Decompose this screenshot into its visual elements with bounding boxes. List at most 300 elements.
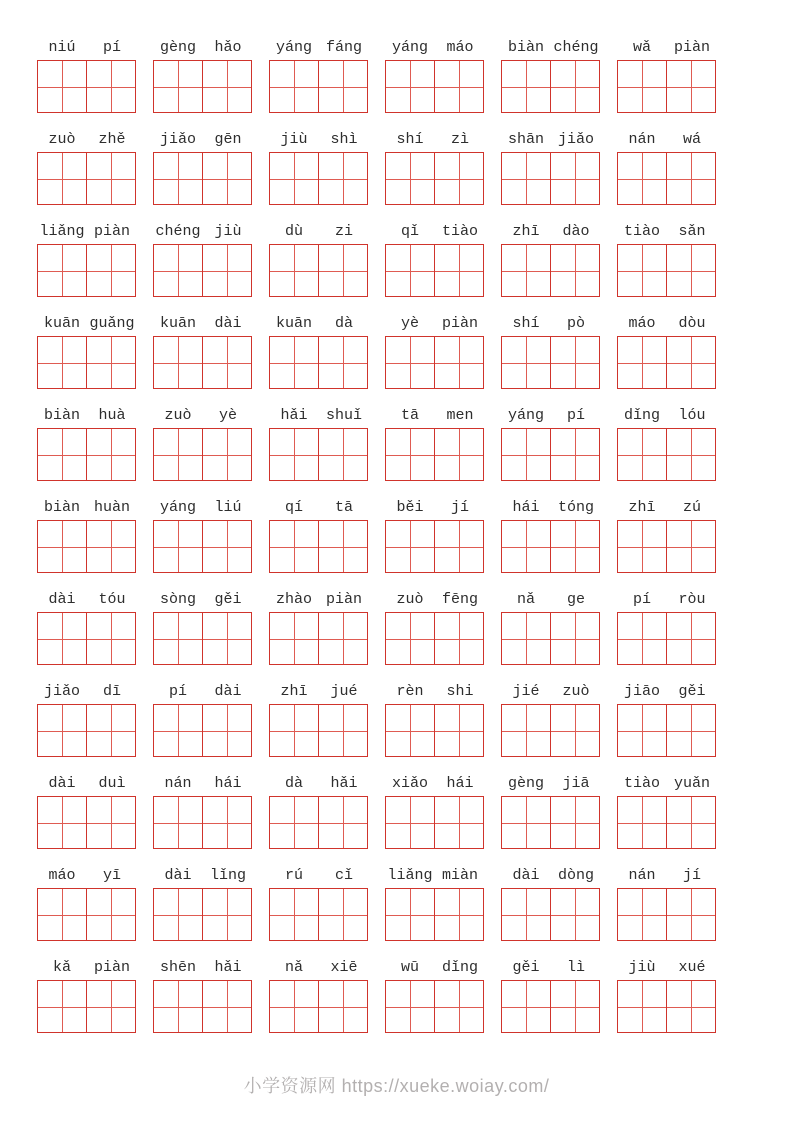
word-group [385, 680, 485, 757]
word-group [269, 36, 369, 113]
tianzige-cell [86, 704, 136, 757]
word-group [385, 496, 485, 573]
pinyin-syllable: dǐng [623, 407, 660, 424]
tianzige-cell [666, 888, 716, 941]
tianzige-cell [269, 980, 319, 1033]
pinyin-syllable: dù [284, 223, 303, 240]
pinyin-syllable: gèng [159, 39, 196, 56]
worksheet-row [37, 772, 793, 849]
pinyin-syllable: wá [682, 131, 701, 148]
word-group [153, 312, 253, 389]
pinyin-labels [269, 956, 369, 978]
pinyin-labels [385, 404, 485, 426]
tianzige-cell [434, 612, 484, 665]
tianzige-cell [86, 428, 136, 481]
word-group [153, 404, 253, 481]
pinyin-syllable: rú [284, 867, 303, 884]
tianzige-cell [666, 796, 716, 849]
word-group [617, 864, 717, 941]
tianzige-cell [666, 520, 716, 573]
word-group [385, 864, 485, 941]
pinyin-syllable: nǎ [516, 591, 535, 608]
writing-box [501, 612, 601, 665]
pinyin-syllable: dà [334, 315, 353, 332]
tianzige-cell [434, 336, 484, 389]
pinyin-labels [269, 588, 369, 610]
pinyin-syllable: shuǐ [325, 407, 362, 424]
tianzige-cell [385, 428, 435, 481]
word-group [269, 864, 369, 941]
pinyin-labels [501, 128, 601, 150]
writing-box [37, 336, 137, 389]
writing-box [153, 612, 253, 665]
tianzige-cell [550, 244, 600, 297]
word-group [269, 680, 369, 757]
pinyin-syllable: jiǎo [43, 683, 80, 700]
pinyin-syllable: pò [566, 315, 585, 332]
writing-box [153, 428, 253, 481]
pinyin-syllable: sòng [159, 591, 196, 608]
tianzige-cell [153, 704, 203, 757]
word-group [501, 36, 601, 113]
pinyin-syllable: gěi [512, 959, 540, 976]
pinyin-syllable: chéng [553, 39, 599, 56]
writing-box [501, 520, 601, 573]
word-group [269, 496, 369, 573]
word-group [385, 956, 485, 1033]
tianzige-cell [37, 980, 87, 1033]
tianzige-cell [385, 704, 435, 757]
writing-box [617, 244, 717, 297]
word-group [153, 220, 253, 297]
pinyin-labels [153, 496, 253, 518]
pinyin-labels [385, 680, 485, 702]
writing-box [153, 336, 253, 389]
tianzige-cell [666, 60, 716, 113]
word-group [153, 36, 253, 113]
pinyin-labels [269, 312, 369, 334]
writing-box [501, 336, 601, 389]
tianzige-cell [617, 980, 667, 1033]
pinyin-syllable: zhī [280, 683, 308, 700]
word-group [501, 680, 601, 757]
pinyin-syllable: cǐ [334, 867, 353, 884]
word-group [501, 404, 601, 481]
pinyin-syllable: qǐ [400, 223, 419, 240]
pinyin-labels [385, 864, 485, 886]
pinyin-syllable: gěi [678, 683, 706, 700]
writing-box [37, 428, 137, 481]
pinyin-syllable: huà [98, 407, 126, 424]
pinyin-syllable: biàn [507, 39, 544, 56]
word-group [501, 312, 601, 389]
pinyin-labels [153, 680, 253, 702]
pinyin-labels [269, 404, 369, 426]
word-group [269, 128, 369, 205]
pinyin-syllable: hǎi [330, 775, 358, 792]
pinyin-labels [501, 312, 601, 334]
word-group [153, 772, 253, 849]
pinyin-syllable: dài [48, 775, 76, 792]
pinyin-labels [617, 220, 717, 242]
tianzige-cell [666, 980, 716, 1033]
pinyin-syllable: tóu [98, 591, 126, 608]
tianzige-cell [434, 520, 484, 573]
tianzige-cell [37, 428, 87, 481]
word-group [37, 772, 137, 849]
pinyin-labels [501, 496, 601, 518]
tianzige-cell [550, 796, 600, 849]
pinyin-labels [617, 496, 717, 518]
pinyin-syllable: zì [450, 131, 469, 148]
pinyin-labels [385, 128, 485, 150]
tianzige-cell [617, 796, 667, 849]
tianzige-cell [617, 428, 667, 481]
pinyin-syllable: yáng [507, 407, 544, 424]
writing-box [153, 704, 253, 757]
word-group [617, 496, 717, 573]
word-group [153, 588, 253, 665]
writing-box [385, 244, 485, 297]
pinyin-syllable: kuān [275, 315, 312, 332]
pinyin-labels [153, 588, 253, 610]
word-group [153, 128, 253, 205]
pinyin-syllable: dào [562, 223, 590, 240]
pinyin-syllable: nán [628, 867, 656, 884]
tianzige-cell [666, 152, 716, 205]
footer [0, 1072, 793, 1098]
word-group [501, 220, 601, 297]
writing-box [37, 612, 137, 665]
tianzige-cell [550, 704, 600, 757]
pinyin-syllable: ròu [678, 591, 706, 608]
pinyin-labels [37, 496, 137, 518]
pinyin-syllable: nán [628, 131, 656, 148]
tianzige-cell [666, 336, 716, 389]
writing-box [617, 704, 717, 757]
pinyin-syllable: yáng [159, 499, 196, 516]
pinyin-syllable: yè [400, 315, 419, 332]
pinyin-syllable: zhī [628, 499, 656, 516]
writing-box [501, 796, 601, 849]
tianzige-cell [385, 152, 435, 205]
worksheet-row [37, 588, 793, 665]
word-group [269, 588, 369, 665]
tianzige-cell [202, 612, 252, 665]
pinyin-syllable: jiù [280, 131, 308, 148]
word-group [617, 404, 717, 481]
pinyin-syllable: sǎn [678, 223, 706, 240]
tianzige-cell [202, 60, 252, 113]
tianzige-cell [666, 704, 716, 757]
pinyin-labels [269, 36, 369, 58]
writing-box [385, 428, 485, 481]
pinyin-syllable: huàn [93, 499, 130, 516]
tianzige-cell [153, 244, 203, 297]
word-group [617, 588, 717, 665]
pinyin-syllable: biàn [43, 499, 80, 516]
writing-box [617, 428, 717, 481]
tianzige-cell [202, 888, 252, 941]
tianzige-cell [318, 336, 368, 389]
word-group [617, 128, 717, 205]
tianzige-cell [269, 60, 319, 113]
writing-box [153, 980, 253, 1033]
writing-box [501, 60, 601, 113]
pinyin-syllable: gēn [214, 131, 242, 148]
pinyin-syllable: máo [446, 39, 474, 56]
writing-box [617, 152, 717, 205]
tianzige-cell [153, 60, 203, 113]
pinyin-syllable: nǎ [284, 959, 303, 976]
word-group [37, 36, 137, 113]
pinyin-syllable: zhào [275, 591, 312, 608]
pinyin-labels [617, 404, 717, 426]
writing-box [269, 520, 369, 573]
pinyin-labels [385, 496, 485, 518]
pinyin-syllable: hái [512, 499, 540, 516]
pinyin-labels [37, 404, 137, 426]
pinyin-syllable: xué [678, 959, 706, 976]
tianzige-cell [617, 888, 667, 941]
writing-box [269, 152, 369, 205]
tianzige-cell [550, 612, 600, 665]
tianzige-cell [269, 796, 319, 849]
pinyin-labels [501, 772, 601, 794]
writing-box [269, 336, 369, 389]
pinyin-syllable: yáng [275, 39, 312, 56]
pinyin-labels [617, 588, 717, 610]
tianzige-cell [153, 612, 203, 665]
tianzige-cell [153, 796, 203, 849]
tianzige-cell [318, 980, 368, 1033]
pinyin-syllable: jiù [628, 959, 656, 976]
tianzige-cell [86, 612, 136, 665]
pinyin-syllable: tiào [623, 223, 660, 240]
pinyin-syllable: dǐng [441, 959, 478, 976]
pinyin-labels [269, 220, 369, 242]
tianzige-cell [269, 336, 319, 389]
pinyin-labels [617, 864, 717, 886]
pinyin-syllable: men [446, 407, 474, 424]
pinyin-syllable: hǎi [214, 959, 242, 976]
writing-box [617, 520, 717, 573]
pinyin-labels [269, 128, 369, 150]
tianzige-cell [385, 796, 435, 849]
pinyin-syllable: kǎ [52, 959, 71, 976]
word-group [385, 128, 485, 205]
tianzige-cell [385, 336, 435, 389]
pinyin-syllable: duì [98, 775, 126, 792]
writing-box [269, 428, 369, 481]
tianzige-cell [666, 428, 716, 481]
writing-box [37, 152, 137, 205]
word-group [385, 772, 485, 849]
writing-box [385, 336, 485, 389]
word-group [501, 496, 601, 573]
pinyin-syllable: piàn [93, 959, 130, 976]
tianzige-cell [617, 336, 667, 389]
pinyin-syllable: zuò [48, 131, 76, 148]
writing-box [385, 796, 485, 849]
tianzige-cell [550, 520, 600, 573]
pinyin-labels [37, 312, 137, 334]
pinyin-syllable: lì [566, 959, 585, 976]
tianzige-cell [501, 60, 551, 113]
pinyin-syllable: jué [330, 683, 358, 700]
pinyin-labels [37, 128, 137, 150]
worksheet-row [37, 220, 793, 297]
tianzige-cell [501, 152, 551, 205]
tianzige-cell [434, 888, 484, 941]
word-group [269, 956, 369, 1033]
writing-box [153, 152, 253, 205]
writing-box [37, 888, 137, 941]
pinyin-labels [501, 956, 601, 978]
tianzige-cell [550, 980, 600, 1033]
word-group [37, 496, 137, 573]
word-group [501, 588, 601, 665]
tianzige-cell [269, 244, 319, 297]
worksheet-row [37, 680, 793, 757]
pinyin-labels [617, 680, 717, 702]
writing-box [385, 888, 485, 941]
pinyin-syllable: xiǎo [391, 775, 428, 792]
pinyin-syllable: zhě [98, 131, 126, 148]
tianzige-cell [501, 428, 551, 481]
pinyin-syllable: liǎng [39, 223, 85, 240]
pinyin-syllable: jiā [562, 775, 590, 792]
writing-box [37, 60, 137, 113]
pinyin-labels [269, 772, 369, 794]
writing-box [501, 244, 601, 297]
pinyin-syllable: jí [450, 499, 469, 516]
word-group [153, 680, 253, 757]
tianzige-cell [434, 428, 484, 481]
tianzige-cell [153, 336, 203, 389]
pinyin-syllable: shí [512, 315, 540, 332]
pinyin-syllable: máo [628, 315, 656, 332]
pinyin-labels [385, 36, 485, 58]
pinyin-labels [269, 496, 369, 518]
word-group [269, 772, 369, 849]
tianzige-cell [385, 888, 435, 941]
writing-box [37, 244, 137, 297]
tianzige-cell [318, 152, 368, 205]
tianzige-cell [617, 704, 667, 757]
worksheet-row [37, 312, 793, 389]
tianzige-cell [550, 428, 600, 481]
word-group [501, 128, 601, 205]
tianzige-cell [202, 336, 252, 389]
writing-box [617, 336, 717, 389]
pinyin-syllable: zhī [512, 223, 540, 240]
pinyin-syllable: ge [566, 591, 585, 608]
writing-box [269, 704, 369, 757]
writing-box [37, 704, 137, 757]
pinyin-syllable: máo [48, 867, 76, 884]
tianzige-cell [385, 520, 435, 573]
tianzige-cell [385, 244, 435, 297]
pinyin-syllable: shēn [159, 959, 196, 976]
writing-box [501, 152, 601, 205]
pinyin-syllable: miàn [441, 867, 478, 884]
tianzige-cell [269, 612, 319, 665]
pinyin-syllable: piàn [673, 39, 710, 56]
pinyin-syllable: shi [446, 683, 474, 700]
tianzige-cell [550, 888, 600, 941]
tianzige-cell [434, 152, 484, 205]
writing-box [617, 796, 717, 849]
word-group [153, 864, 253, 941]
pinyin-labels [617, 956, 717, 978]
pinyin-syllable: dòu [678, 315, 706, 332]
tianzige-cell [385, 612, 435, 665]
tianzige-cell [318, 428, 368, 481]
writing-box [501, 704, 601, 757]
writing-box [37, 520, 137, 573]
word-group [617, 312, 717, 389]
pinyin-labels [385, 312, 485, 334]
tianzige-cell [37, 152, 87, 205]
pinyin-syllable: dài [512, 867, 540, 884]
writing-box [153, 888, 253, 941]
pinyin-syllable: pí [168, 683, 187, 700]
word-group [269, 312, 369, 389]
writing-box [385, 980, 485, 1033]
pinyin-syllable: pí [632, 591, 651, 608]
tianzige-cell [153, 980, 203, 1033]
pinyin-labels [617, 312, 717, 334]
pinyin-labels [153, 36, 253, 58]
pinyin-syllable: pí [566, 407, 585, 424]
tianzige-cell [86, 60, 136, 113]
pinyin-labels [153, 404, 253, 426]
pinyin-syllable: piàn [441, 315, 478, 332]
pinyin-syllable: jiāo [623, 683, 660, 700]
pinyin-syllable: dòng [557, 867, 594, 884]
tianzige-cell [37, 336, 87, 389]
pinyin-syllable: zuò [164, 407, 192, 424]
pinyin-labels [153, 772, 253, 794]
worksheet-row [37, 496, 793, 573]
pinyin-syllable: kuān [159, 315, 196, 332]
pinyin-syllable: dī [102, 683, 121, 700]
writing-box [501, 980, 601, 1033]
pinyin-syllable: tóng [557, 499, 594, 516]
tianzige-cell [202, 520, 252, 573]
tianzige-cell [86, 796, 136, 849]
pinyin-syllable: dà [284, 775, 303, 792]
tianzige-cell [434, 704, 484, 757]
writing-box [37, 980, 137, 1033]
pinyin-labels [385, 588, 485, 610]
tianzige-cell [434, 980, 484, 1033]
worksheet-row [37, 128, 793, 205]
pinyin-syllable: shì [330, 131, 358, 148]
writing-box [269, 60, 369, 113]
writing-box [617, 980, 717, 1033]
word-group [37, 312, 137, 389]
worksheet-row [37, 404, 793, 481]
pinyin-syllable: dài [164, 867, 192, 884]
pinyin-syllable: piàn [325, 591, 362, 608]
tianzige-cell [434, 796, 484, 849]
word-group [501, 772, 601, 849]
pinyin-syllable: yáng [391, 39, 428, 56]
pinyin-labels [153, 128, 253, 150]
pinyin-syllable: rèn [396, 683, 424, 700]
